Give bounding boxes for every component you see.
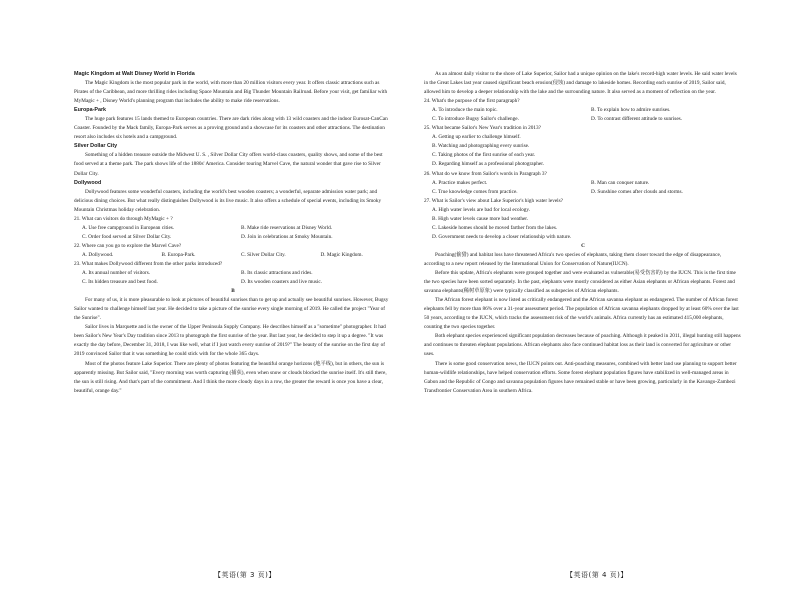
question-24-option-b: B. To explain how to admire sunrises.	[591, 107, 671, 114]
question-26: 26. What do we know from Sailor's words in Paragraph 3?	[424, 170, 547, 177]
question-23-option-a: A. Its annual number of visitors.	[82, 270, 151, 277]
question-26-option-a: A. Practice makes perfect.	[432, 179, 488, 186]
question-21-option-b: B. Make ride reservations at Disney World.	[241, 224, 333, 231]
question-25-option-a: A. Getting up earlier to challenge himself.	[432, 134, 521, 141]
question-21: 21. What can visitors do through MyMagic + ?	[74, 215, 173, 222]
question-24-option-c: C. To introduce Bugsy Sailor's challenge.	[432, 116, 519, 123]
europa-park-paragraph: The huge park features 15 lands themed to European countries. There are dark rides along with 13 wild coasters and the indoor Eurosat-CanCan Coaster. Founded by the Mack family, Europa-Park serves as a proving ground and a showcase for its coasters and other attractions. The destination resort also includes six hotels and a campground.	[74, 116, 388, 141]
section-b-heading: B	[231, 288, 235, 295]
question-26-option-d: D. Sunshine comes after clouds and storms.	[591, 188, 683, 195]
page-footer-3: 【英语(第 3 页)】	[214, 571, 276, 579]
question-25-option-d: D. Regarding himself as a professional photographer.	[432, 161, 544, 168]
question-26-option-b: B. Man can conquer nature.	[591, 179, 650, 186]
question-23: 23. What makes Dollywood different from the other parks introduced?	[74, 260, 223, 267]
question-27-option-b: B. High water levels cause more bad weather.	[432, 215, 529, 222]
passage-c-paragraph-2: Before this update, Africa's elephants were grouped together and were evaluated as vulnerable(易受伤害的) by the IUCN. This is the first time the two species have been sorted separately. In the past, elephants were mostly considered as either Asian elephants or African elephants. Forest and savanna elephants(稀树草原象) were typically classified as subspecies of African elephants.	[424, 270, 736, 295]
passage-c-paragraph-3: The African forest elephant is now listed as critically endangered and the African savanna elephant as endangered. The number of African forest elephants fell by more than 86% over a 31-year assessment period. The population of African savanna elephants dropped by at least 60% over the last 50 years, according to the IUCN, which tracks the assessment risk of the world's animals. Africa currently has an estimated 415,000 elephants, counting the two species together.	[424, 297, 739, 331]
question-27-option-d: D. Government needs to develop a closer relationship with nature.	[432, 233, 572, 240]
question-23-options-row1	[74, 269, 392, 278]
question-24-option-a: A. To introduce the main topic.	[432, 107, 498, 114]
question-21-option-a: A. Use free campground in European cities.	[82, 224, 175, 231]
question-26-options-row2	[424, 188, 742, 197]
question-21-option-c: C. Order food served at Silver Dollar City.	[82, 233, 172, 240]
question-22-option-a: A. Dollywood.	[82, 251, 114, 258]
question-24: 24. What's the purpose of the first paragraph?	[424, 98, 520, 105]
question-26-option-c: C. True knowledge comes from practice.	[432, 188, 518, 195]
passage-b-paragraph-3: Most of the photos feature Lake Superior. There are plenty of photos featuring the beautiful orange horizons (地平线), but in others, the sun is apparently missing. But Sailor said, "Every morning was worth capturing (捕获), even when snow or clouds blocked the sunrise itself. It's still there, the sun is still rising. And that's part of the commitment. And I think the more cloudy days in a row, the greater the reward is once you have a clear, beautiful, orange day."	[74, 360, 387, 394]
question-27: 27. What is Sailor's view about Lake Superior's high water levels?	[424, 197, 563, 204]
question-23-option-d: D. Its wooden coasters and live music.	[241, 279, 323, 286]
dollywood-heading: Dollywood	[74, 179, 102, 186]
question-23-option-b: B. Its classic attractions and rides.	[241, 270, 313, 277]
right-column	[424, 70, 742, 396]
passage-b-paragraph-1: For many of us, it is more pleasurable to look at pictures of beautiful sunrises than to get up and actually see beautiful sunrises. However, Bugsy Sailor wanted to challenge himself last year. He decided to take a picture of the sunrise every single morning of 2019. He called the project "Year of the Sunrise".	[74, 297, 389, 322]
silver-dollar-city-paragraph: Something of a hidden treasure outside the Midwest U. S. , Silver Dollar City offers world-class coasters, quality shows, and some of the best food served at a theme park. The park shows life of the 1880s' America. Consider touring Marvel Cave, the natural wonder that gave rise to Silver Dollar City.	[74, 152, 383, 177]
question-23-options-row2	[74, 278, 392, 287]
question-24-options-row1	[424, 106, 742, 115]
question-25: 25. What became Sailor's New Year's tradition in 2013?	[424, 125, 541, 132]
question-25-option-b: B. Watching and photographing every sunrise.	[432, 143, 530, 150]
section-c-heading: C	[581, 242, 585, 249]
europa-park-heading: Europa-Park	[74, 107, 107, 114]
question-26-options-row1	[424, 179, 742, 188]
question-22-options	[74, 251, 392, 260]
question-22-option-d: D. Magic Kingdom.	[320, 251, 363, 258]
passage-b-paragraph-4: As an almost daily visitor to the shore of Lake Superior, Sailor had a unique opinion on the lake's record-high water levels. He said water levels in the Great Lakes last year caused significant beach erosion(侵蚀) and damage to lakeside homes. Recording each sunrise of 2019, Sailor said, allowed him to develop a deeper relationship with the lake and the surrounding nature. It also served as a moment of reflection on the year.	[424, 71, 737, 96]
question-24-options-row2	[424, 115, 742, 124]
question-21-option-d: D. Join in celebrations at Smoky Mountain.	[241, 233, 333, 240]
question-21-options-row1	[74, 224, 392, 233]
question-21-options-row2	[74, 233, 392, 242]
question-25-option-c: C. Taking photos of the first sunrise of each year.	[432, 152, 536, 159]
question-27-option-a: A. High water levels are bad for local ecology.	[432, 206, 530, 213]
question-22-option-c: C. Silver Dollar City.	[241, 251, 286, 258]
question-23-option-c: C. Its hidden treasure and best food.	[82, 279, 158, 286]
passage-c-paragraph-5: There is some good conservation news, the IUCN points out. Anti-poaching measures, combined with better land use planning to support better human-wildlife relationships, have helped conservation efforts. Some forest elephant population figures have stabilized in well-managed areas in Gabon and the Republic of Congo and savanna population figures have remained stable or have been growing, particularly in the Kavango-Zambezi Transfrontier Conservation Area in southern Africa.	[424, 360, 737, 394]
passage-c-paragraph-1: Poaching(偷猎) and habitat loss have threatened Africa's two species of elephants, taking them closer toward the edge of disappearance, according to a new report released by the International Union for Conservation of Nature(IUCN).	[424, 251, 722, 267]
magic-kingdom-paragraph: The Magic Kingdom is the most popular park in the world, with more than 20 million visitors every year. It offers classic attractions such as Pirates of the Caribbean, and more thrilling rides including Space Mountain and Big Thunder Mountain Railroad. Before your visit, get familiar with MyMagic + , Disney World's planning program that includes the ability to make ride reservations.	[74, 80, 388, 105]
dollywood-paragraph: Dollywood features some wonderful coasters, including the world's best wooden coasters; a wonderful, separate admission water park; and delicious dining choices. But what really distinguishes Dollywood is its live music. It also offers a schedule of special events, including its Smoky Mountain Christmas holiday celebration.	[74, 188, 382, 213]
left-column	[74, 70, 392, 396]
passage-c-paragraph-4: Both elephant species experienced significant population decreases because of poaching. Although it peaked in 2011, illegal hunting still happens and continues to threaten elephant populations. African elephants also face continued habitat loss as their land is converted for agriculture or other uses.	[424, 333, 741, 358]
question-27-option-c: C. Lakeside homes should be moved farther from the lakes.	[432, 224, 558, 231]
question-22: 22. Where can you go to explore the Marvel Cave?	[74, 242, 182, 249]
question-24-option-d: D. To contrast different attitude to sunrises.	[591, 116, 683, 123]
page-footer-4: 【英语(第 4 页)】	[566, 571, 628, 579]
silver-dollar-city-heading: Silver Dollar City	[74, 143, 118, 150]
question-22-option-b: B. Europa-Park.	[161, 251, 196, 258]
magic-kingdom-heading: Magic Kingdom at Walt Disney World in Florida	[74, 71, 195, 77]
passage-b-paragraph-2: Sailor lives in Marquette and is the owner of the Upper Peninsula Supply Company. He describes himself as a "sometime" photographer. It had been Sailor's New Year's Day tradition since 2013 to photograph the first sunrise of the year. But last year, he decided to step it up a degree. "It was exactly the day before, December 31, 2018, I was like well, what if I just watch every sunrise of 2019?" The beauty of the sunrise on the first day of 2019 convinced Sailor that it was something he could stick with for the whole 365 days.	[74, 324, 386, 358]
